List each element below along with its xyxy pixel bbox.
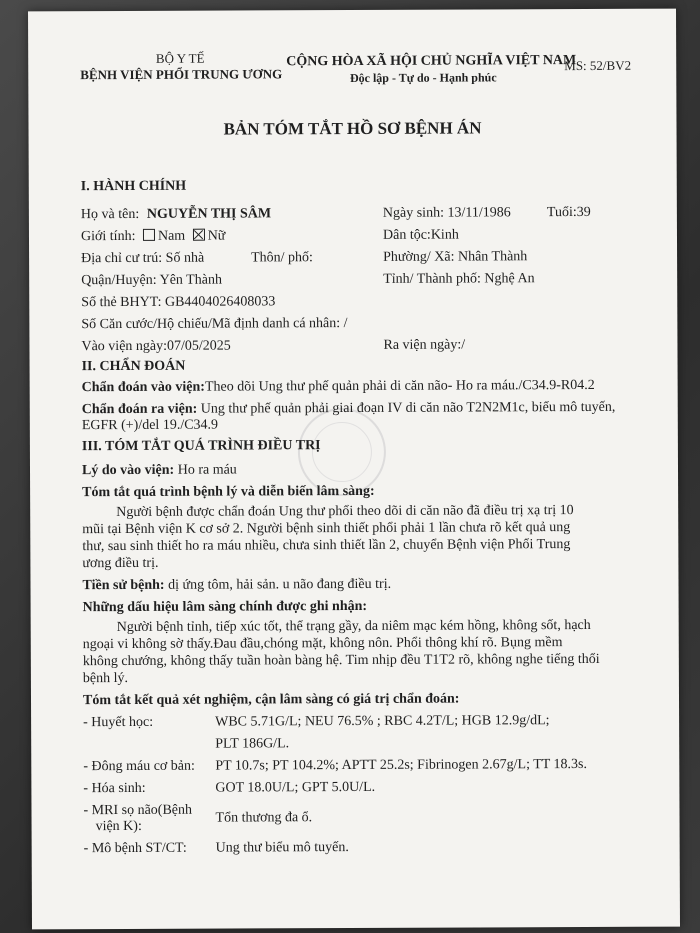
medical-history-label: Tiền sử bệnh: xyxy=(82,577,165,594)
test-value-hematology: WBC 5.71G/L; NEU 76.5% ; RBC 4.2T/L; HGB 12.9g/dL; xyxy=(215,713,550,730)
discharge-diagnosis-value: Ung thư phế quản phải giai đoạn IV di căn não T2N2M1c, biểu mô tuyến, xyxy=(200,399,616,417)
address-label: Địa chỉ cư trú: Số nhà xyxy=(81,250,205,267)
clinical-course-line: mũi tại Bệnh viện K cơ sở 2. Người bệnh sinh thiết phổi phải 1 lần chưa rõ kết quả ung xyxy=(82,520,571,538)
section-treatment-heading: III. TÓM TẮT QUÁ TRÌNH ĐIỀU TRỊ xyxy=(81,438,321,455)
ministry-name: BỘ Y TẾ xyxy=(155,50,205,66)
village-label: Thôn/ phố: xyxy=(251,250,313,266)
gender-label: Giới tính: xyxy=(80,228,136,245)
clinical-signs-label: Những dấu hiệu lâm sàng chính được ghi nhận: xyxy=(82,598,368,616)
admission-reason-label: Lý do vào viện: xyxy=(81,462,175,479)
national-motto: Độc lập - Tự do - Hạnh phúc xyxy=(349,70,497,86)
admission-diagnosis-label: Chẩn đoán vào viện: xyxy=(81,379,205,396)
test-value-hematology-cont: PLT 186G/L. xyxy=(215,736,290,752)
test-value-biochemistry: GOT 18.0U/L; GPT 5.0U/L. xyxy=(215,779,376,796)
clinical-signs-line: Người bệnh tỉnh, tiếp xúc tốt, thể trạng gầy, da niêm mạc kém hồng, không sốt, hạch xyxy=(116,617,591,636)
clinical-course-line: thư, sau sinh thiết ho ra máu nhiều, chưa sinh thiết lần 2, chuyển Bệnh viện Phổi Trung xyxy=(82,537,571,555)
clinical-course-line: Người bệnh được chẩn đoán Ung thư phổi theo dõi di căn não đã điều trị xạ trị 10 xyxy=(116,503,574,521)
id-number: Số Căn cước/Hộ chiếu/Mã định danh cá nhân: / xyxy=(81,316,348,333)
medical-history-value: dị ứng tôm, hải sản. u não đang điều trị. xyxy=(168,576,392,593)
test-value-coagulation: PT 10.7s; PT 104.2%; APTT 25.2s; Fibrinogen 2.67g/L; TT 18.3s. xyxy=(215,756,588,774)
admission-date: Vào viện ngày:07/05/2025 xyxy=(81,338,231,355)
admission-diagnosis-value: Theo dõi Ung thư phế quản phải di căn não- Ho ra máu./C34.9-R04.2 xyxy=(204,377,595,395)
test-value-pathology: Ung thư biểu mô tuyến. xyxy=(215,840,349,856)
admission-reason-value: Ho ra máu xyxy=(177,462,237,478)
document-title: BẢN TÓM TẮT HỒ SƠ BỆNH ÁN xyxy=(223,118,482,139)
discharge-diagnosis xyxy=(82,400,616,418)
health-insurance-number: Số thẻ BHYT: GB4404026408033 xyxy=(81,294,276,311)
test-label-pathology: - Mô bệnh ST/CT: xyxy=(83,840,187,857)
admission-reason xyxy=(82,463,237,480)
republic-title: CỘNG HÒA XÃ HỘI CHỦ NGHĨA VIỆT NAM xyxy=(286,53,577,70)
test-label-biochemistry: - Hóa sinh: xyxy=(83,780,146,797)
female-checkbox-checked xyxy=(193,229,205,241)
section-diagnosis-heading: II. CHẨN ĐOÁN xyxy=(81,358,186,375)
test-label-mri-cont: viện K): xyxy=(95,818,142,835)
clinical-course-label: Tóm tắt quá trình bệnh lý và diễn biến lâm sàng: xyxy=(82,483,375,501)
clinical-course-line: ương điều trị. xyxy=(82,555,159,572)
discharge-diagnosis-label: Chẩn đoán ra viện: xyxy=(81,401,198,418)
clinical-signs-line: bệnh lý. xyxy=(82,670,129,687)
admission-diagnosis xyxy=(82,378,595,396)
test-value-mri: Tổn thương đa ổ. xyxy=(215,810,313,826)
test-label-mri: - MRI sọ não(Bệnh xyxy=(83,802,193,819)
test-label-hematology: - Huyết học: xyxy=(83,714,154,731)
clinical-signs-line: ngoại vi không sờ thấy.Đau đầu,chóng mặt, không nôn. Phổi thông khí rõ. Bụng mềm xyxy=(82,635,563,653)
male-checkbox xyxy=(143,229,155,241)
province: Tỉnh/ Thành phố: Nghệ An xyxy=(383,271,535,287)
discharge-date: Ra viện ngày:/ xyxy=(383,337,466,353)
name-label: Họ và tên: xyxy=(80,206,140,223)
hospital-name: BỆNH VIỆN PHỔI TRUNG ƯƠNG xyxy=(80,66,283,83)
gender-field xyxy=(81,229,225,246)
male-label: Nam xyxy=(157,228,186,244)
clinical-signs-line: không chướng, không thấy tuần hoàn bàng hệ. Tim nhịp đều T1T2 rõ, không nghe tiếng thổi xyxy=(82,651,600,670)
district: Quận/Huyện: Yên Thành xyxy=(81,272,222,289)
date-of-birth: Ngày sinh: 13/11/1986 xyxy=(382,205,511,221)
form-code: MS: 52/BV2 xyxy=(564,57,632,74)
test-label-coagulation: - Đông máu cơ bản: xyxy=(83,758,195,775)
discharge-diagnosis-value-cont: EGFR (+)/del 19./C34.9 xyxy=(81,417,219,434)
test-results-label: Tóm tắt kết quả xét nghiệm, cận lâm sàng có giá trị chẩn đoán: xyxy=(82,691,460,709)
section-admin-heading: I. HÀNH CHÍNH xyxy=(80,178,187,195)
ward: Phường/ Xã: Nhân Thành xyxy=(383,249,528,265)
medical-history xyxy=(82,577,391,594)
ethnicity: Dân tộc:Kinh xyxy=(382,227,459,243)
female-label: Nữ xyxy=(207,228,226,244)
patient-age: Tuổi:39 xyxy=(546,204,591,221)
patient-name: NGUYỄN THỊ SÂM xyxy=(146,206,272,222)
medical-record-sheet xyxy=(28,9,680,930)
